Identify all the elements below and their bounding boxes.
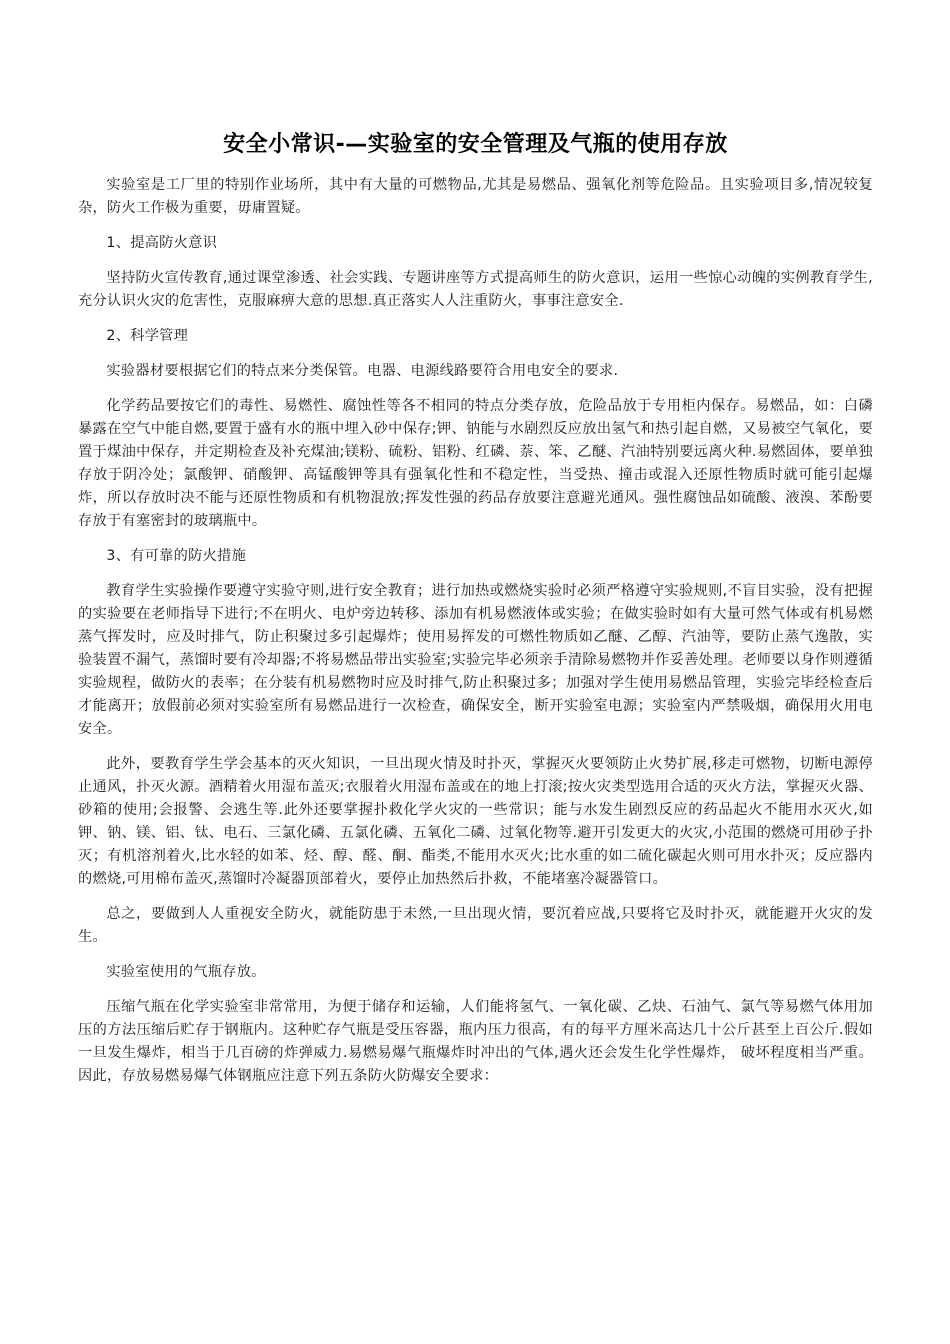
document-title: 安全小常识-—实验室的安全管理及气瓶的使用存放 — [223, 132, 728, 157]
section-1-heading: 1、提高防火意识 — [106, 235, 218, 251]
section-2-paragraph: 化学药品要按它们的毒性、易燃性、腐蚀性等各不相同的特点分类存放，危险品放于专用柜内保存。易燃品，如：白磷暴露在空气中能自燃,要置于盛有水的瓶中埋入砂中保存;钾、钠能与水剧烈反应放出氢气和热引起自燃，又易被空气氧化，要置于煤油中保存，并定期检查及补充煤油;镁粉、硫粉、铝粉、红磷、萘、笨、乙醚、汽油特别要远离火种.易燃固体，要单独存放于阴冷处；氯酸钾、硝酸钾、高锰酸钾等具有强氧化性和不稳定性，当受热、撞击或混入还原性物质时就可能引起爆炸，所以存放时决不能与还原性物质和有机物混放;挥发性强的药品存放要注意避光通风。强性腐蚀品如硫酸、液溴、苯酚要存放于有塞密封的玻璃瓶中。 — [78, 398, 873, 529]
intro-paragraph: 实验室是工厂里的特别作业场所，其中有大量的可燃物品,尤其是易燃品、强氧化剂等危险品。且实验项目多,情况较复杂，防火工作极为重要，毋庸置疑。 — [78, 177, 873, 216]
section-1-paragraph: 坚持防火宣传教育,通过课堂渗透、社会实践、专题讲座等方式提高师生的防火意识，运用一些惊心动魄的实例教育学生,充分认识火灾的危害性，克服麻痹大意的思想.真正落实人人注重防火，事事注意安全. — [78, 270, 873, 309]
section-3-paragraph: 此外，要教育学生学会基本的灭火知识，一旦出现火情及时扑灭，掌握灭火要领防止火势扩展,移走可燃物，切断电源停止通风，扑灭火源。酒精着火用湿布盖灭;衣服着火用湿布盖或在的地上打滚;按火灾类型选用合适的灭火方法，掌握灭火器、砂箱的使用;会报警、会逃生等.此外还要掌握扑救化学火灾的一些常识；能与水发生剧烈反应的药品起火不能用水灭火,如钾、钠、镁、铝、钛、电石、三氯化磷、五氯化磷、五氧化二磷、过氧化物等.避开引发更大的火灾,小范围的燃烧可用砂子扑灭；有机溶剂着火,比水轻的如苯、烃、醇、醛、酮、酯类,不能用水灭火;比水重的如二硫化碳起火则可用水扑灭；反应器内的燃烧,可用棉布盖灭,蒸馏时冷凝器顶部着火，要停止加热然后扑救，不能堵塞冷凝器管口。 — [78, 756, 873, 887]
section-3-paragraph: 教育学生实验操作要遵守实验守则,进行安全教育；进行加热或燃烧实验时必须严格遵守实验规则,不盲目实验，没有把握的实验要在老师指导下进行;不在明火、电炉旁边转移、添加有机易燃液体或实验；在做实验时如有大量可然气体或有机易燃蒸气挥发时，应及时排气，防止积聚过多引起爆炸；使用易挥发的可燃性物质如乙醚、乙醇、汽油等，要防止蒸气逸散，实验装置不漏气，蒸馏时要有冷却器;不将易燃品带出实验室;实验完毕必须亲手清除易燃物并作妥善处理。老师要以身作则遵循实验规程，做防火的表率；在分装有机易燃物时应及时排气,防止积聚过多；加强对学生使用易燃品管理，实验完毕经检查后才能离开；放假前必须对实验室所有易燃品进行一次检查，确保安全，断开实验室电源；实验室内严禁吸烟，确保用火用电安全。 — [78, 583, 873, 737]
section-3-heading: 3、有可靠的防火措施 — [106, 548, 247, 564]
section-3-paragraph: 总之，要做到人人重视安全防火，就能防患于未然,一旦出现火情，要沉着应战,只要将它及时扑灭，就能避开火灾的发生。 — [78, 906, 873, 945]
section-3-paragraph: 实验室使用的气瓶存放。 — [106, 964, 266, 980]
section-2-paragraph: 实验器材要根据它们的特点来分类保管。电器、电源线路要符合用电安全的要求. — [106, 363, 619, 379]
section-3-paragraph: 压缩气瓶在化学实验室非常常用，为便于储存和运输，人们能将氢气、一氧化碳、乙炔、石油气、氯气等易燃气体用加压的方法压缩后贮存于钢瓶内。这种贮存气瓶是受压容器，瓶内压力很高，有的每平方厘米高达几十公斤甚至上百公斤.假如一旦发生爆炸，相当于几百磅的炸弹威力.易燃易爆气瓶爆炸时冲出的气体,遇火还会发生化学性爆炸， 破坏程度相当严重。因此，存放易燃易爆气体钢瓶应注意下列五条防火防爆安全要求： — [78, 999, 873, 1084]
section-2-heading: 2、科学管理 — [106, 328, 189, 344]
document-page — [78, 128, 873, 1100]
